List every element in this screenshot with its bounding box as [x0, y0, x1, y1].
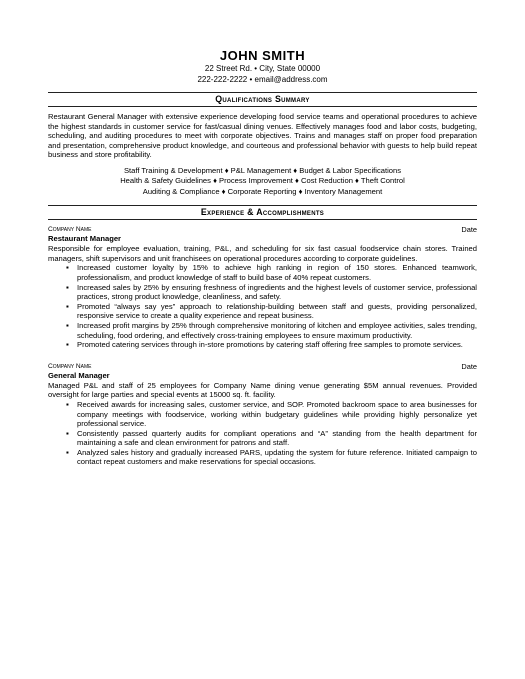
candidate-name: JOHN SMITH	[219, 48, 306, 63]
qualifications-summary: Restaurant General Manager with extensive experience developing food service teams and operational procedures to achieve the highest standards in customer service for fast/casual dining venues. Effectively manages food and labor costs, budgeting, scheduling, and auditing procedures to meet with corporate objectives. Trains and manages staff on proper food preparation and presentation, comprehensive product knowledge, and courteous and professional behavior with guests to help build repeat business and store profitability.	[48, 112, 477, 160]
job-entry	[48, 362, 477, 467]
phone-email-line: 222-222-2222 • email@address.com	[197, 75, 328, 84]
accomplishment-list	[66, 400, 477, 467]
skills-list	[48, 166, 477, 197]
company-name: Company Name	[48, 226, 92, 234]
skills-line: Health & Safety Guidelines ♦ Process Improvement ♦ Cost Reduction ♦ Theft Control	[120, 176, 405, 186]
accomplishment-item: ▪ Consistently passed quarterly audits for compliant operations and “A” standing from the health department for maintaining a safe and clean environment for patrons and staff.	[66, 429, 477, 448]
accomplishment-item: ▪ Increased profit margins by 25% through comprehensive monitoring of kitchen and employee activities, sales trending, scheduling, food ordering, and effectively cross-training employees to ensure maximum productivity.	[66, 321, 477, 340]
job-description: Responsible for employee evaluation, training, P&L, and scheduling for six fast casual foodservice chain stores. Trained managers, shift supervisors and unit franchisees on operational procedures according to corporate guidelines.	[48, 244, 477, 263]
accomplishment-item: ▪ Received awards for increasing sales, customer service, and SOP. Promoted backroom space to area businesses for company meetings with foodservice, working within budgetary guidelines while providing highly personalize yet professional service.	[66, 400, 477, 429]
job-header	[48, 225, 477, 234]
job-description: Managed P&L and staff of 25 employees for Company Name dining venue generating $5M annual revenues. Provided oversight for large parties and special events at 15000 sq. ft. facility.	[48, 380, 477, 400]
skills-line: Auditing & Compliance ♦ Corporate Reporting ♦ Inventory Management	[142, 186, 383, 196]
job-date: Date	[461, 361, 477, 371]
qualifications-heading: Qualifications Summary	[48, 92, 477, 107]
accomplishment-item: ▪ Increased customer loyalty by 15% to achieve high ranking in region of 150 stores. Enhanced teamwork, professionalism, and product knowledge of staff to build base of 40% repeat customers.	[66, 263, 477, 282]
experience-heading: Experience & Accomplishments	[48, 205, 477, 220]
job-title: General Manager	[48, 370, 110, 380]
accomplishment-item: ▪ Analyzed sales history and gradually increased PARS, updating the system for future reference. Initiated campaign to contact repeat customers and make reservations for special occasions.	[66, 448, 477, 467]
job-date: Date	[461, 225, 477, 235]
company-name: Company Name	[48, 362, 92, 370]
resume-header	[48, 0, 477, 85]
accomplishment-item: ▪ Increased sales by 25% by ensuring freshness of ingredients and the highest levels of customer service, professional practices, strong product knowledge, cleanliness, and safety.	[66, 283, 477, 302]
job-entry	[48, 225, 477, 350]
accomplishment-item: ▪ Promoted “always say yes” approach to relationship-building between staff and guests, providing personalized, responsive service to create a quality experience and repeat business.	[66, 302, 477, 321]
skills-line: Staff Training & Development ♦ P&L Management ♦ Budget & Labor Specifications	[123, 165, 402, 175]
accomplishment-list	[66, 263, 477, 349]
job-title: Restaurant Manager	[48, 234, 122, 244]
job-header	[48, 362, 477, 371]
accomplishment-item: ▪ Promoted catering services through in-store promotions by catering staff offering free samples to promote services.	[66, 340, 477, 350]
address-line: 22 Street Rd. • City, State 00000	[204, 64, 321, 73]
